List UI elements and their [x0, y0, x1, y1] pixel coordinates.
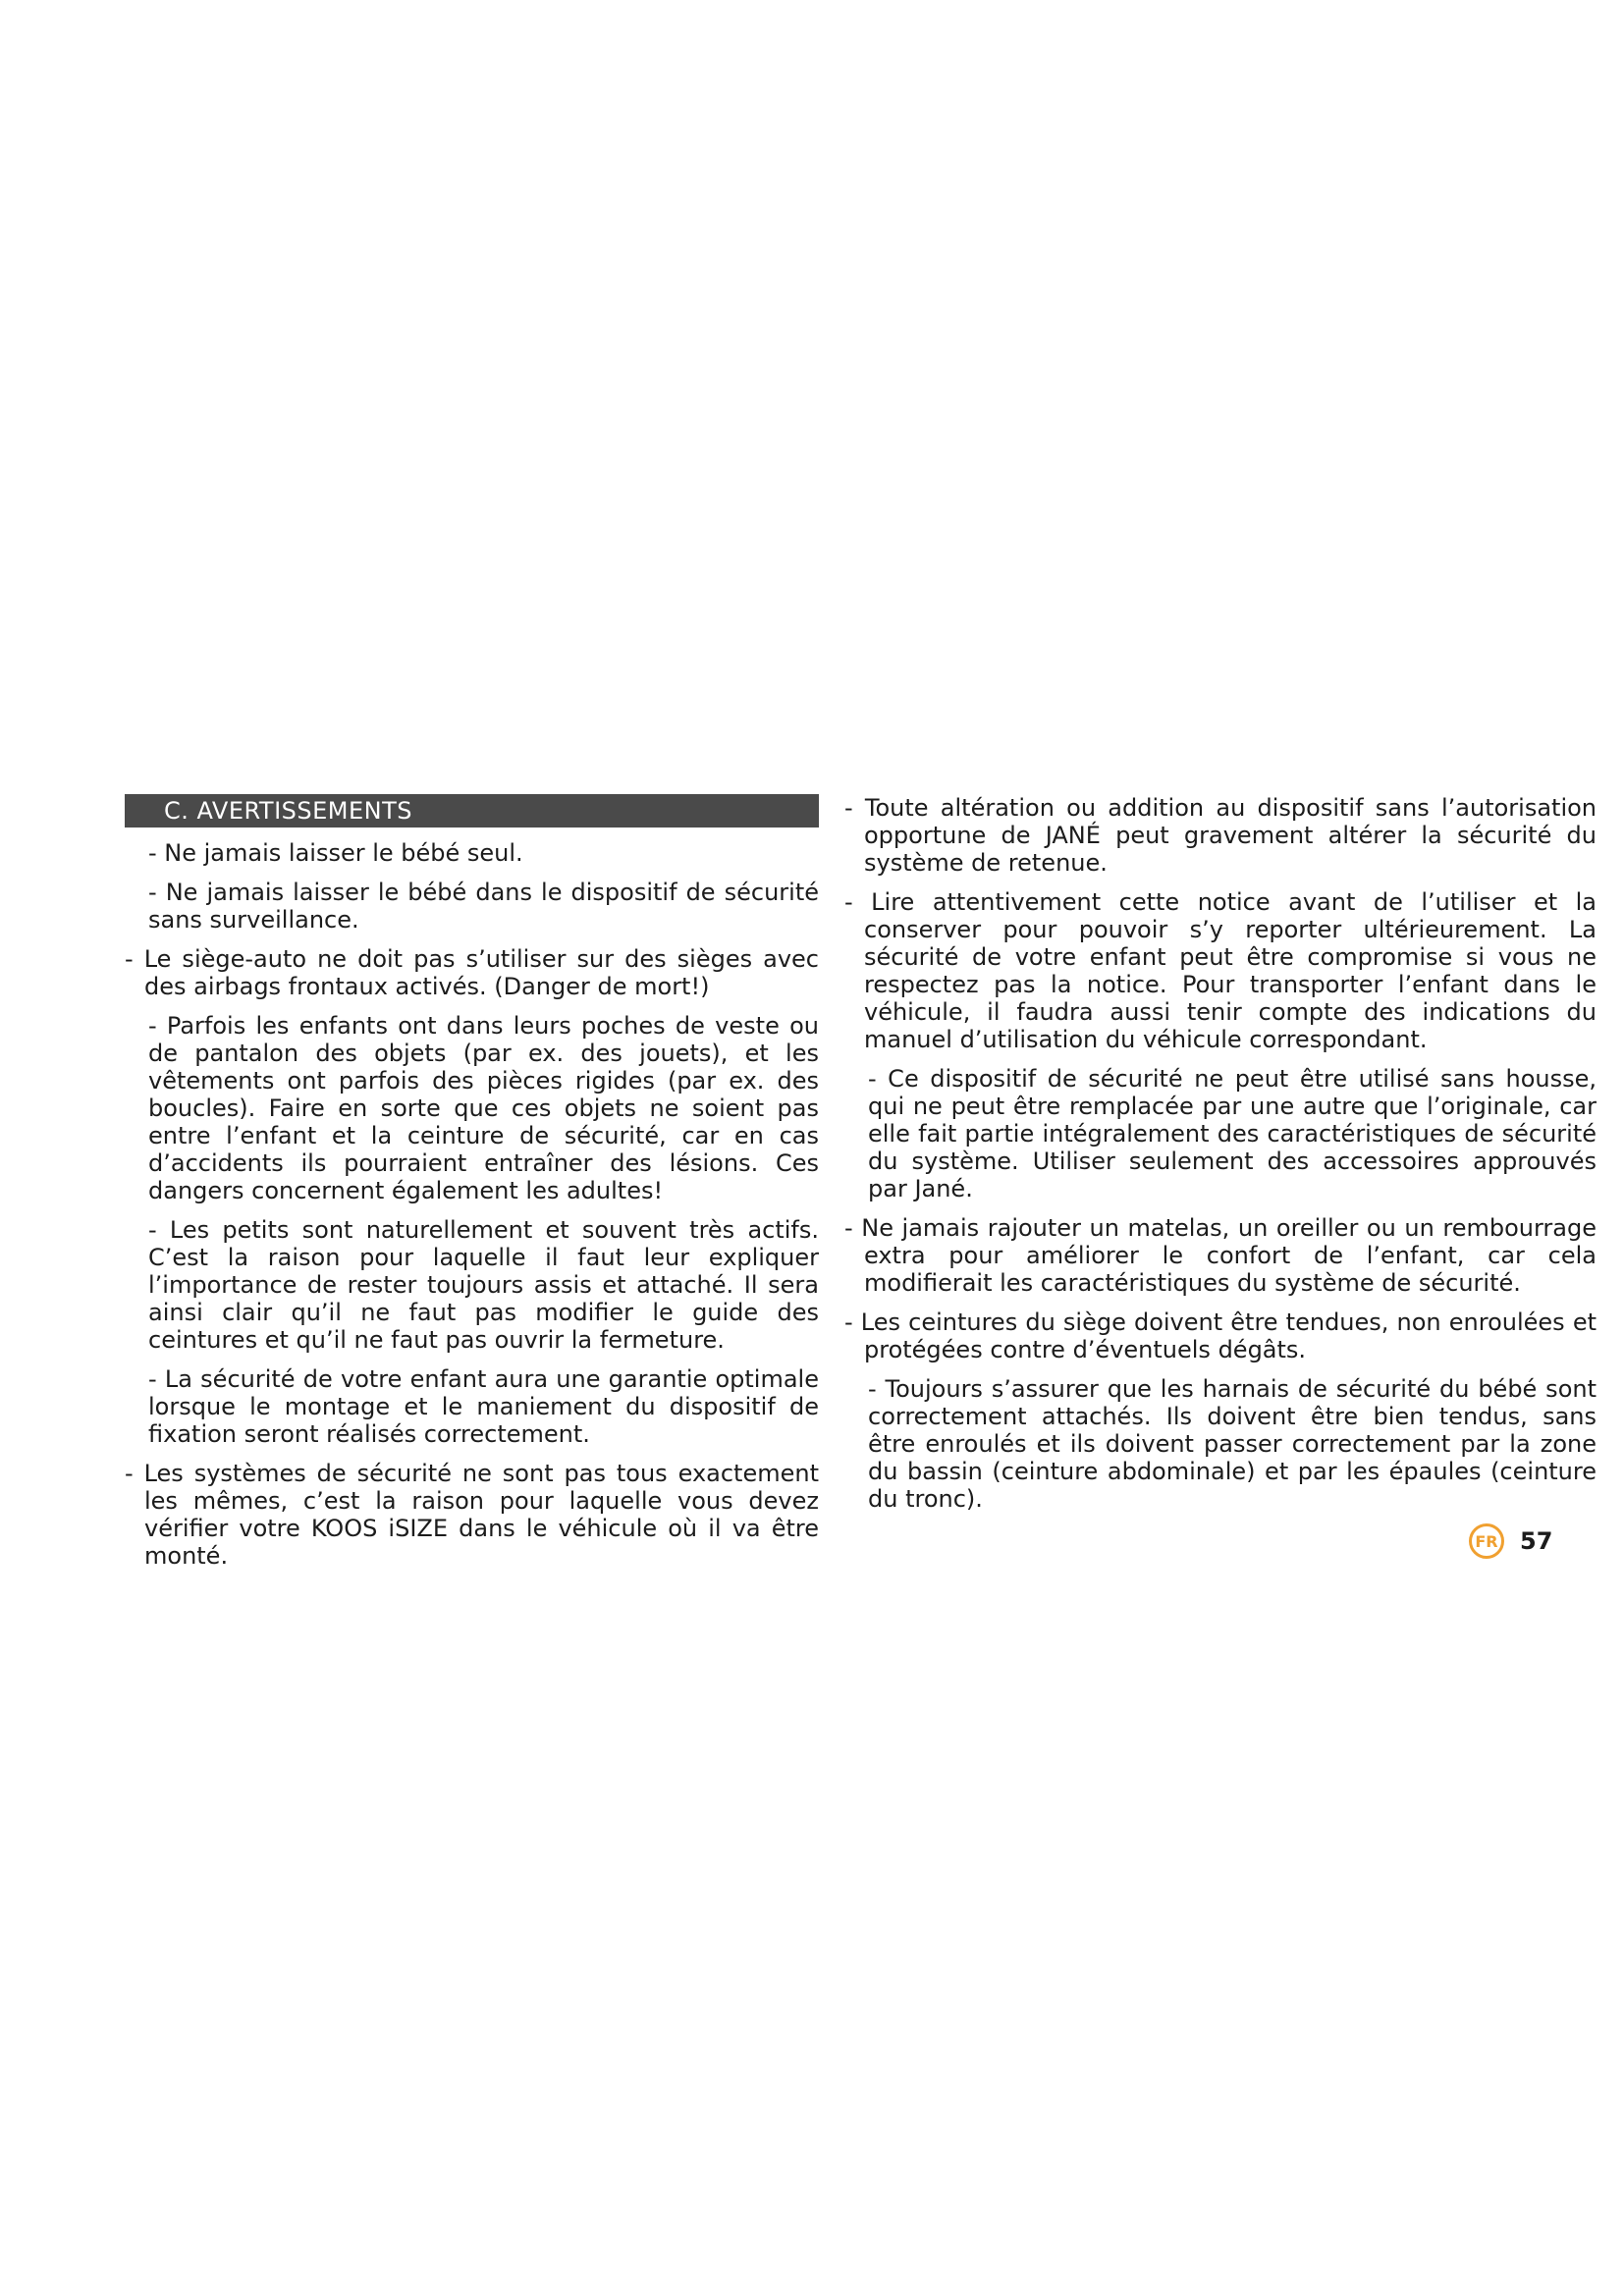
warning-paragraph: - Ne jamais rajouter un matelas, un oreiller ou un rembourrage extra pour améliorer le confort de l’enfant, car cela modifierait les caractéristiques du système de sécurité. — [844, 1214, 1597, 1297]
language-badge: FR — [1469, 1523, 1504, 1559]
left-paragraph-list — [125, 839, 819, 1570]
warning-paragraph: - Ne jamais laisser le bébé dans le dispositif de sécurité sans surveillance. — [148, 879, 819, 934]
warning-paragraph: - Parfois les enfants ont dans leurs poches de veste ou de pantalon des objets (par ex. des jouets), et les vêtements ont parfois des pièces rigides (par ex. des boucles). Faire en sorte que ces objets ne soient pas entre l’enfant et la ceinture de sécurité, car en cas d’accidents ils pourraient entraîner des lésions. Ces dangers concernent également les adultes! — [148, 1012, 819, 1204]
left-column — [125, 794, 819, 1581]
page-number: 57 — [1520, 1527, 1553, 1555]
warning-paragraph: - Les petits sont naturellement et souvent très actifs. C’est la raison pour laquelle il faut leur expliquer l’importance de rester toujours assis et attaché. Il sera ainsi clair qu’il ne faut pas modifier le guide des ceintures et qu’il ne faut pas ouvrir la fermeture. — [148, 1216, 819, 1354]
warning-paragraph: - Ne jamais laisser le bébé seul. — [148, 839, 523, 867]
warning-paragraph: - Toujours s’assurer que les harnais de sécurité du bébé sont correctement attachés. Ils doivent être bien tendus, sans être enroulés et ils doivent passer correctement par la zone du bassin (ceinture abdominale) et par les épaules (ceinture du tronc). — [868, 1375, 1597, 1513]
warning-paragraph: - Les systèmes de sécurité ne sont pas tous exactement les mêmes, c’est la raison pour laquelle vous devez vérifier votre KOOS iSIZE dans le véhicule où il va être monté. — [125, 1460, 819, 1570]
warning-paragraph: - La sécurité de votre enfant aura une garantie optimale lorsque le montage et le maniement du dispositif de fixation seront réalisés correctement. — [148, 1365, 819, 1448]
warning-paragraph: - Le siège-auto ne doit pas s’utiliser sur des sièges avec des airbags frontaux activés. (Danger de mort!) — [125, 945, 819, 1000]
page-footer — [1469, 1523, 1552, 1559]
warning-paragraph: - Les ceintures du siège doivent être tendues, non enroulées et protégées contre d’éventuels dégâts. — [844, 1308, 1597, 1363]
warning-paragraph: - Lire attentivement cette notice avant de l’utiliser et la conserver pour pouvoir s’y reporter ultérieurement. La sécurité de votre enfant peut être compromise si vous ne respectez pas la notice. Pour transporter l’enfant dans le véhicule, il faudra aussi tenir compte des indications du manuel d’utilisation du véhicule correspondant. — [844, 888, 1597, 1053]
section-title: C. AVERTISSEMENTS — [125, 794, 819, 828]
right-paragraph-list — [844, 794, 1597, 1513]
warning-paragraph: - Ce dispositif de sécurité ne peut être utilisé sans housse, qui ne peut être remplacée par une autre que l’originale, car elle fait partie intégralement des caractéristiques de sécurité du système. Utiliser seulement des accessoires approuvés par Jané. — [868, 1065, 1597, 1202]
warning-paragraph: - Toute altération ou addition au dispositif sans l’autorisation opportune de JANÉ peut gravement altérer la sécurité du système de retenue. — [844, 794, 1597, 877]
right-column — [844, 794, 1597, 1524]
